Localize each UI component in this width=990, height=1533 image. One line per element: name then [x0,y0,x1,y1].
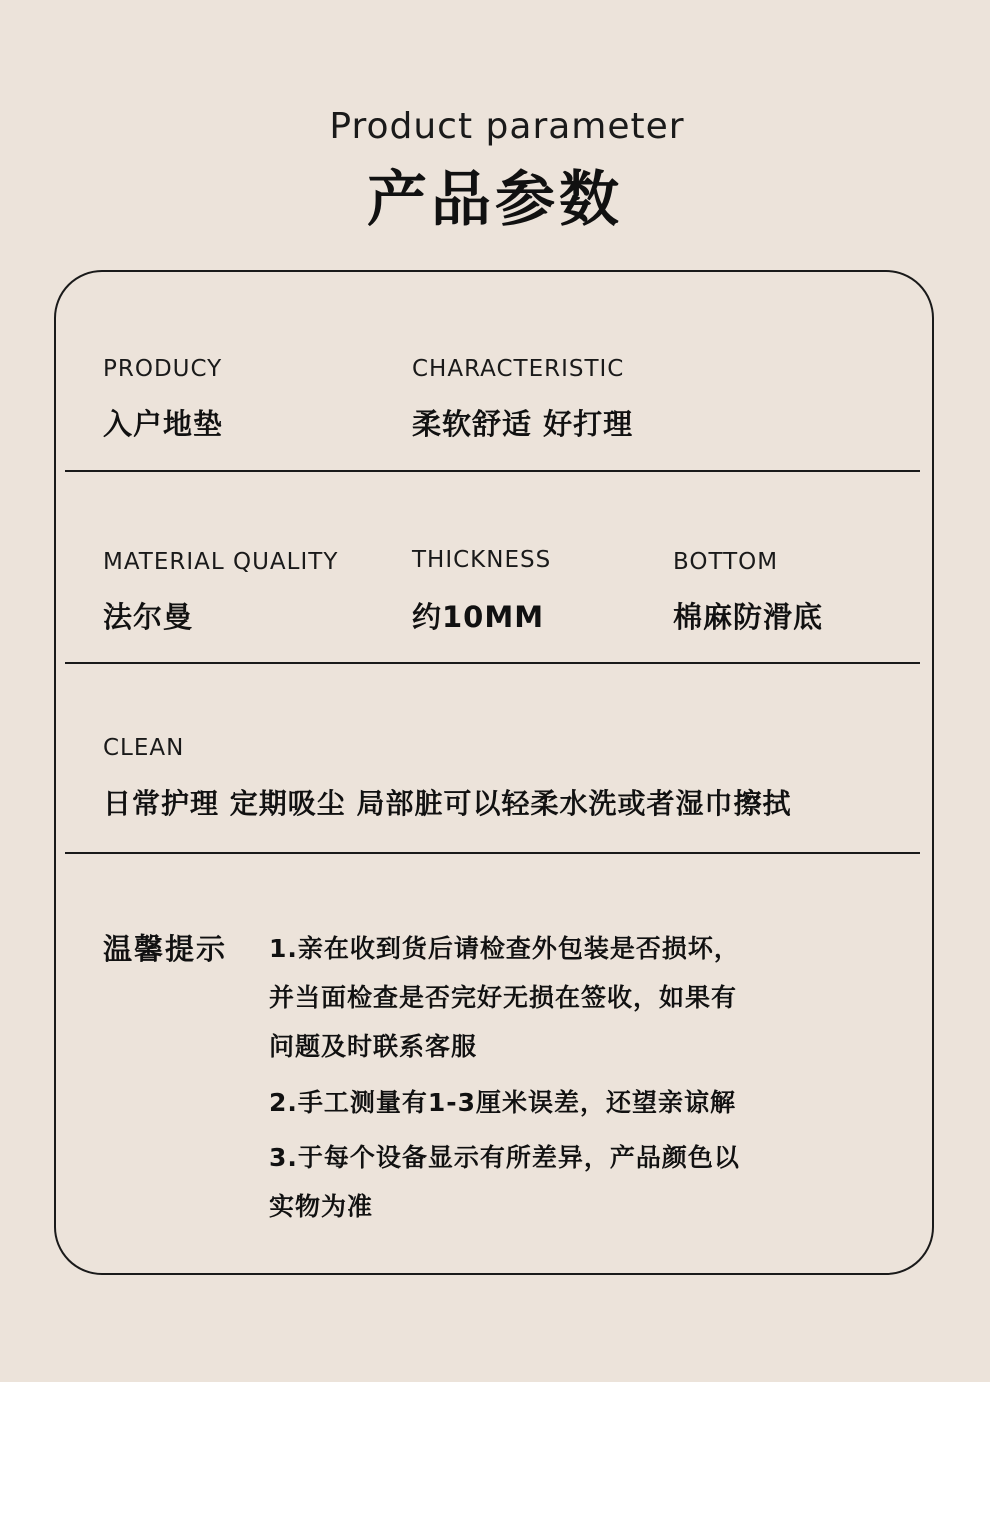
section-title: 产品参数 [367,165,623,235]
tip-line: 实物为准 [269,1192,374,1221]
material-label: MATERIAL QUALITY [103,549,339,575]
bottom-label: BOTTOM [673,549,779,575]
tip-line: 问题及时联系客服 [269,1032,478,1061]
material-value: 法尔曼 [103,600,194,634]
tip-line: 1.亲在收到货后请检查外包装是否损坏， [269,934,740,963]
section-subtitle: Product parameter [329,106,685,147]
thickness-label: THICKNESS [412,547,552,573]
divider [65,852,920,854]
clean-value: 日常护理 定期吸尘 局部脏可以轻柔水洗或者湿巾擦拭 [103,787,792,820]
tip-line: 2.手工测量有1-3厘米误差，还望亲谅解 [269,1088,737,1117]
product-value: 入户地垫 [103,407,224,441]
clean-label: CLEAN [103,735,185,761]
tip-line: 3.于每个设备显示有所差异，产品颜色以 [269,1143,740,1172]
bottom-value: 棉麻防滑底 [673,600,824,634]
divider [65,662,920,664]
thickness-value: 约10MM [412,600,545,634]
product-label: PRODUCY [103,356,223,382]
tip-line: 并当面检查是否完好无损在签收，如果有 [269,983,738,1012]
characteristic-value: 柔软舒适 好打理 [412,407,634,441]
characteristic-label: CHARACTERISTIC [412,356,625,382]
tips-label: 温馨提示 [103,932,228,966]
divider [65,470,920,472]
